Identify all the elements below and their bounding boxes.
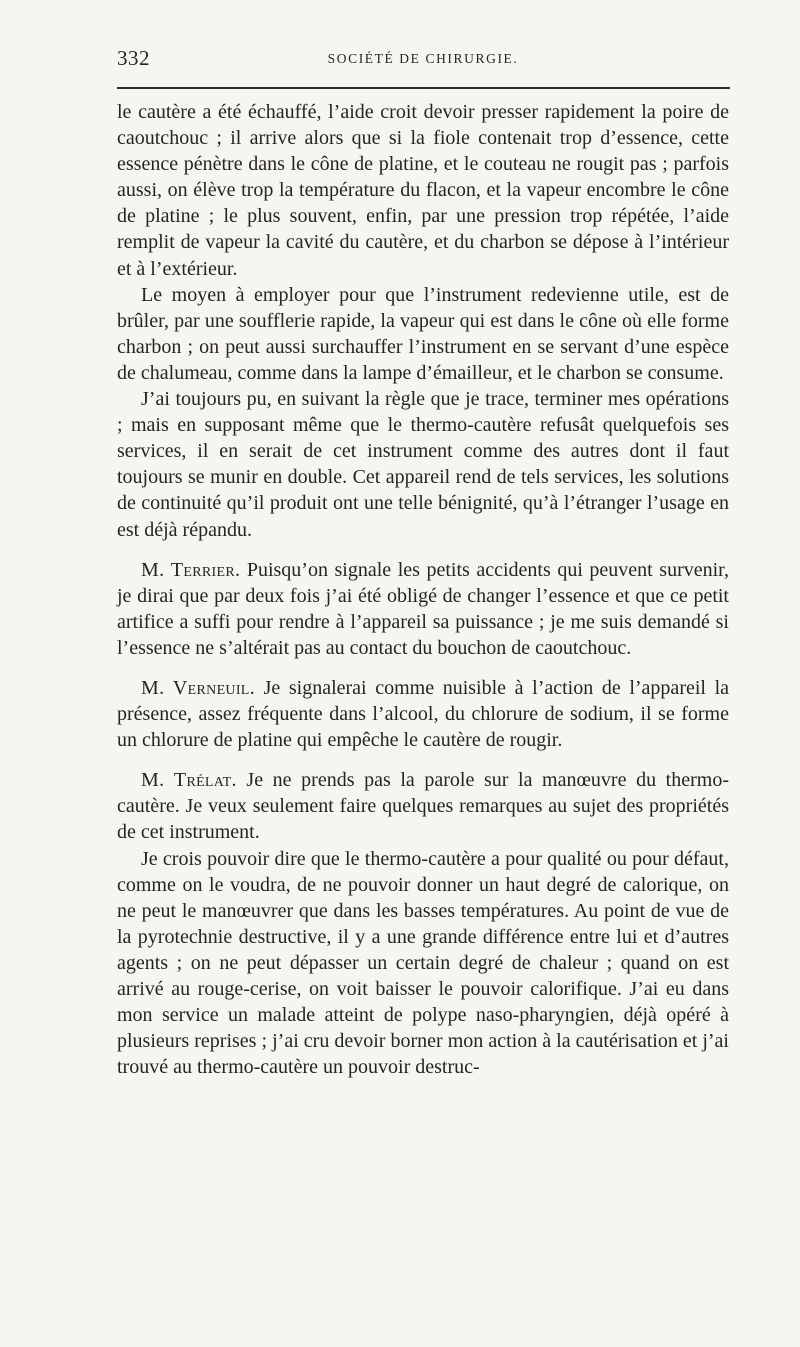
speaker-paragraph-terrier: M. Terrier. Puisqu’on signale les petits accidents qui peuvent survenir, je dirai que par deux fois j’ai été obligé de changer l’essence et que ce petit artifice a suffi pour rendre à l’appareil sa puissance ; je me suis demandé si l’essence ne s’altérait pas au contact du bouchon de caoutchouc.: [117, 558, 730, 659]
speaker-paragraph-verneuil: M. Verneuil. Je signalerai comme nuisible à l’action de l’appareil la présence, assez fréquente dans l’alcool, du chlorure de sodium, il se forme un chlorure de platine qui empêche le cautère de rougir.: [117, 676, 730, 752]
page-number: 332: [117, 46, 150, 70]
header-rule: [117, 87, 730, 89]
running-title: SOCIÉTÉ DE CHIRURGIE.: [327, 51, 519, 66]
speaker-name: M. Trélat.: [141, 769, 237, 792]
running-header: [117, 46, 729, 76]
speaker-name: M. Verneuil.: [141, 676, 255, 699]
speaker-paragraph-trelat: M. Trélat. Je ne prends pas la parole sur la manœuvre du thermo-cautère. Je veux seulement faire quelques remarques au sujet des propriétés de cet instrument.: [117, 769, 729, 844]
paragraph-continuation: le cautère a été échauffé, l’aide croit devoir presser rapidement la poire de caoutchouc ; il arrive alors que si la fiole contenait trop d’essence, cette essence pénètre dans le cône de platine, et le couteau ne rougit pas ; parfois aussi, on élève trop la température du flacon, et la vapeur encombre le cône de platine ; le plus souvent, enfin, par une pression trop répétée, l’aide remplit de vapeur la cavité du cautère, et du charbon se dépose à l’intérieur et à l’extérieur.: [117, 101, 729, 280]
speaker-name: M. Terrier.: [141, 558, 241, 581]
body-text: [117, 99, 729, 1080]
paragraph: Le moyen à employer pour que l’instrument redevienne utile, est de brûler, par une soufflerie rapide, la vapeur qui est dans le cône où elle forme charbon ; on peut aussi surchauffer l’instrument en se servant d’une espèce de chalumeau, comme dans la lampe d’émailleur, et le charbon se consume.: [117, 283, 729, 384]
paragraph: Je crois pouvoir dire que le thermo-cautère a pour qualité ou pour défaut, comme on le voudra, de ne pouvoir donner un haut degré de calorique, on ne peut le manœuvrer que dans les basses températures. Au point de vue de la pyrotechnie destructive, il y a une grande différence entre lui et d’autres agents ; on ne peut dépasser un certain degré de chaleur ; quand on est arrivé au rouge-cerise, on voit baisser le pouvoir calorifique. J’ai eu dans mon service un malade atteint de polype naso-pharyngien, déjà opéré à plusieurs reprises ; j’ai cru devoir borner mon action à la cautérisation et j’ai trouvé au thermo-cautère un pouvoir destruc-: [117, 847, 729, 1079]
paragraph: J’ai toujours pu, en suivant la règle que je trace, terminer mes opérations ; mais en supposant même que le thermo-cautère refusât quelquefois ses services, il en serait de cet instrument comme des autres dont il faut toujours se munir en double. Cet appareil rend de tels services, les solutions de continuité qu’il produit ont une telle bénignité, qu’à l’étranger l’usage en est déjà répandu.: [117, 388, 729, 541]
